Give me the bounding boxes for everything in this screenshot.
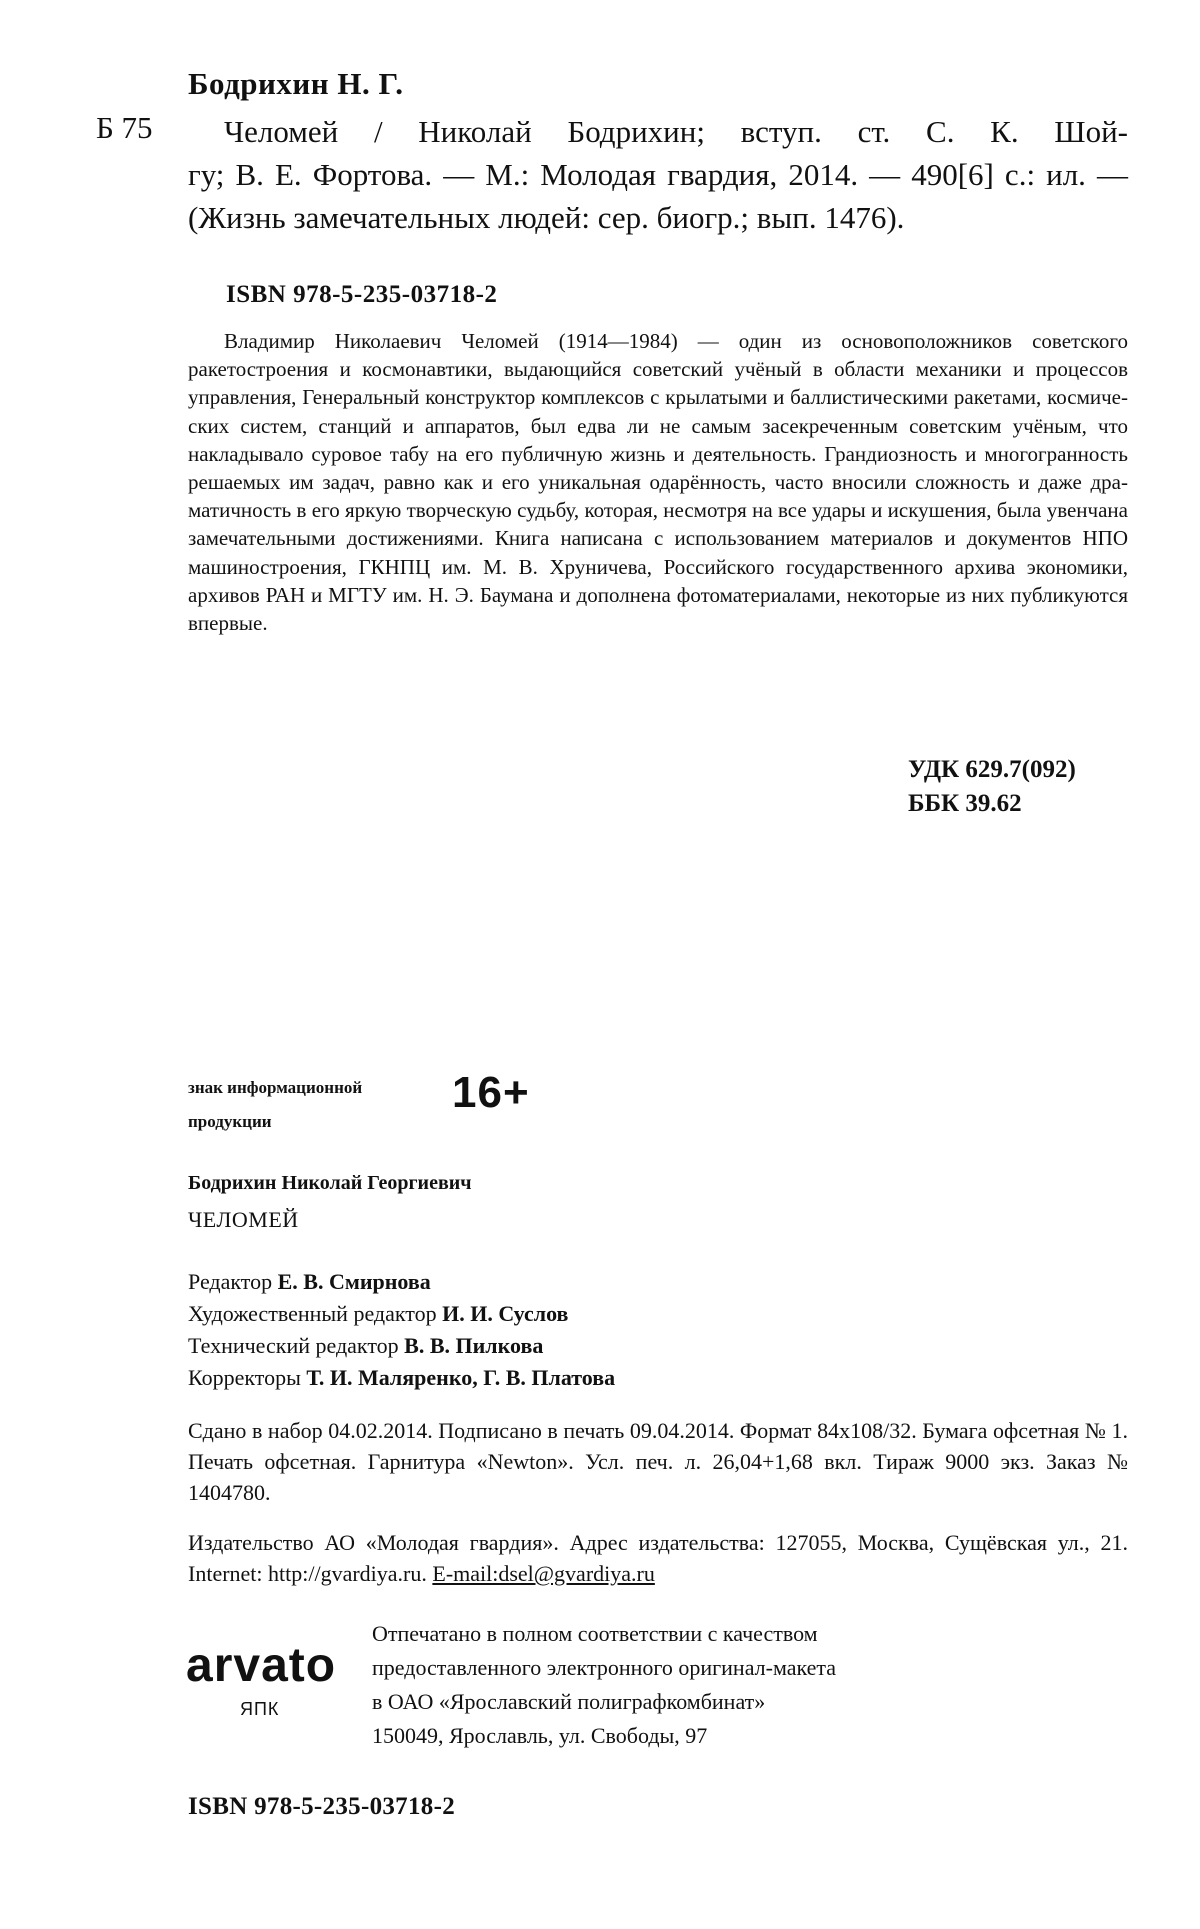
biblio-line-1: Челомей / Николай Бодрихин; вступ. ст. С. К. Шой- <box>224 114 1128 149</box>
printer-line-1: Отпечатано в полном соответствии с качеством <box>372 1621 818 1646</box>
credit-tech-editor: Технический редактор В. В. Пилкова <box>188 1333 544 1358</box>
biblio-rest: гу; В. Е. Фортова. — М.: Молодая гвардия, 2014. — 490[6] с.: ил. — (Жизнь замечательных людей: сер. биогр.; вып. 1476). <box>188 157 1128 235</box>
publisher-text: Издательство АО «Молодая гвардия». Адрес издательства: 127055, Москва, Сущёвская ул., 21. Internet: http://gvardiya.ru. <box>188 1530 1128 1586</box>
catalog-author-heading: Бодрихин Н. Г. <box>188 66 404 101</box>
printer-line-2: предоставленного электронного оригинал-макета <box>372 1655 837 1680</box>
bbk-code: ББК 39.62 <box>908 790 1022 817</box>
credit-proofreaders: Корректоры Т. И. Маляренко, Г. В. Платова <box>188 1365 616 1390</box>
credits-list <box>188 1266 615 1394</box>
catalog-code: Б 75 <box>96 110 153 145</box>
arvato-logo: arvato <box>186 1639 337 1692</box>
publisher-info <box>188 1527 1128 1589</box>
age-mark-label-line-1: знак информационной <box>188 1078 363 1097</box>
printer-line-4: 150049, Ярославль, ул. Свободы, 97 <box>372 1723 708 1748</box>
print-info: Сдано в набор 04.02.2014. Подписано в печать 09.04.2014. Формат 84x108/32. Бумага офсетная № 1. Печать офсетная. Гарнитура «Newton». Усл. печ. л. 26,04+1,68 вкл. Тираж 9000 экз. Заказ № 1404780. <box>188 1418 1128 1505</box>
isbn-bottom: ISBN 978-5-235-03718-2 <box>188 1793 456 1820</box>
printer-info <box>372 1617 836 1753</box>
imprint-author: Бодрихин Николай Георгиевич <box>188 1172 472 1194</box>
credit-editor: Редактор Е. В. Смирнова <box>188 1269 431 1294</box>
age-rating: 16+ <box>452 1068 530 1117</box>
age-mark-label <box>188 1071 448 1139</box>
credit-art-editor: Художественный редактор И. И. Суслов <box>188 1301 569 1326</box>
age-mark-label-line-2: продукции <box>188 1112 272 1131</box>
annotation-paragraph: Владимир Николаевич Челомей (1914—1984) — один из основоположников советского ракетостроения и космонавтики, выдающийся советский учёный в области механики и процессов управления, Генеральный конструктор комплексов с крылатыми и баллистическими ракетами, космических систем, станций и аппаратов, был едва ли не самым засекреченным советским учёным, что накладывало суровое табу на его публичную жизнь и деятельность. Грандиозность и многогранность решаемых им задач, равно как и его уникальная одарённость, часто вносили сложность и даже драматичность в его яркую творческую судьбу, которая, несмотря на все удары и искушения, была увенчана замечательными достижениями. Книга написана с использованием материалов и документов НПО машиностроения, ГКНПЦ им. М. В. Хруничева, Российского государственного архива экономики, архивов РАН и МГТУ им. Н. Э. Баумана и дополнена фотоматериалами, некоторые из них публикуются впервые. <box>188 329 1128 636</box>
arvato-logo-subtitle: ЯПК <box>240 1699 280 1719</box>
printer-line-3: в ОАО «Ярославский полиграфкомбинат» <box>372 1689 766 1714</box>
bibliographic-description <box>188 110 1128 239</box>
isbn-top: ISBN 978-5-235-03718-2 <box>226 281 498 308</box>
imprint-title: ЧЕЛОМЕЙ <box>188 1207 299 1232</box>
classification-codes <box>908 753 1076 821</box>
publisher-email-link[interactable]: E-mail:dsel@gvardiya.ru <box>432 1561 655 1586</box>
udk-code: УДК 629.7(092) <box>908 756 1076 783</box>
